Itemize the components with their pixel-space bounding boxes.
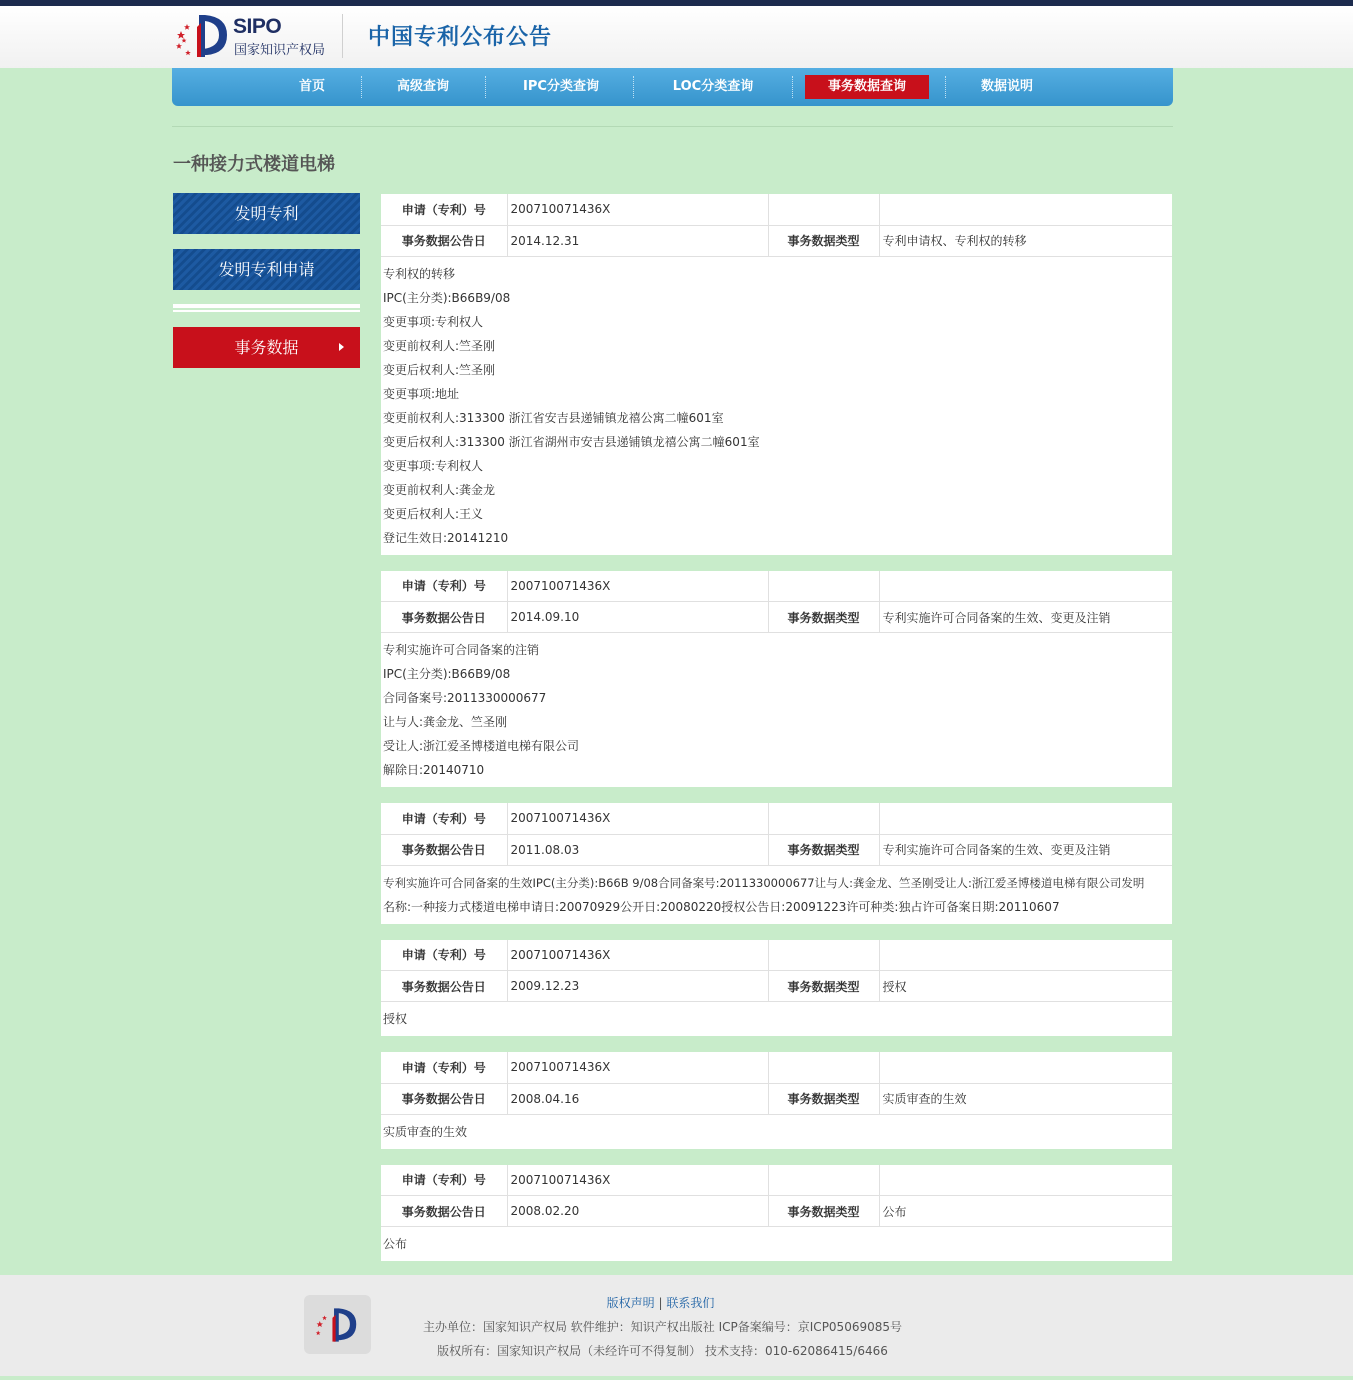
detail-line: 变更事项:专利权人 [383, 314, 484, 329]
type-value: 专利实施许可合同备案的生效、变更及注销 [879, 834, 1172, 865]
nav-transaction-search[interactable]: 事务数据查询 [805, 75, 929, 99]
type-label: 事务数据类型 [768, 602, 879, 633]
type-value: 公布 [879, 1196, 1172, 1227]
type-value: 专利实施许可合同备案的生效、变更及注销 [879, 602, 1172, 633]
logo-text: SIPO [233, 15, 282, 38]
pub-date-value: 2008.04.16 [507, 1083, 768, 1114]
app-no-label: 申请（专利）号 [381, 1052, 507, 1083]
nav-separator [945, 76, 946, 98]
app-no-value: 200710071436X [507, 1052, 768, 1083]
transaction-record [381, 1165, 1172, 1262]
record-detail [381, 633, 1172, 787]
app-no-value: 200710071436X [507, 940, 768, 971]
pub-date-label: 事务数据公告日 [381, 1196, 507, 1227]
record-detail [381, 1002, 1172, 1036]
nav-divider [172, 126, 1173, 129]
footer [0, 1275, 1353, 1376]
nav-data-description[interactable]: 数据说明 [980, 79, 1033, 94]
transaction-record [381, 940, 1172, 1037]
detail-line: 受让人:浙江爱圣博楼道电梯有限公司 [383, 739, 580, 753]
app-no-label: 申请（专利）号 [381, 940, 507, 971]
nav-separator [792, 76, 793, 98]
detail-line: 公布 [383, 1237, 408, 1251]
contact-link[interactable]: 联系我们 [666, 1296, 715, 1310]
nav-separator [633, 76, 634, 98]
logo-org-name: 国家知识产权局 [234, 43, 326, 58]
detail-line: 变更事项:专利权人 [383, 458, 484, 473]
record-detail [381, 257, 1172, 555]
detail-line: IPC(主分类):B66B9/08 [383, 667, 511, 681]
footer-link-separator: | [658, 1296, 663, 1310]
detail-line: 变更后权利人:竺圣刚 [383, 362, 496, 377]
sipo-emblem-icon [175, 13, 233, 59]
detail-line: 登记生效日:20141210 [383, 530, 509, 545]
type-value: 授权 [879, 971, 1172, 1002]
type-label: 事务数据类型 [768, 225, 879, 256]
detail-line: 合同备案号:2011330000677 [383, 691, 547, 705]
nav-separator [485, 76, 486, 98]
detail-line: 解除日:20140710 [383, 763, 485, 777]
arrow-right-icon [339, 343, 344, 351]
transaction-record [381, 1052, 1172, 1149]
transaction-record-list [381, 194, 1172, 1277]
nav-home[interactable]: 首页 [298, 79, 325, 94]
footer-sponsor-info: 主办单位：国家知识产权局 软件维护：知识产权出版社 ICP备案编号：京ICP05069085号 [422, 1320, 903, 1334]
detail-line: 授权 [383, 1012, 408, 1026]
detail-line: 变更事项:地址 [383, 386, 460, 401]
app-no-value: 200710071436X [507, 194, 768, 225]
detail-line: 让与人:龚金龙、竺圣刚 [383, 715, 508, 729]
footer-links [0, 1294, 1321, 1311]
detail-line: 变更前权利人:竺圣刚 [383, 338, 496, 353]
detail-line: 专利实施许可合同备案的生效IPC(主分类):B66B 9/08合同备案号:2011330000677让与人:龚金龙、竺圣刚受让人:浙江爱圣博楼道电梯有限公司发明 [383, 875, 1145, 890]
app-no-value: 200710071436X [507, 1165, 768, 1196]
pub-date-label: 事务数据公告日 [381, 225, 507, 256]
site-title: 中国专利公布公告 [368, 25, 553, 50]
copyright-link[interactable]: 版权声明 [606, 1296, 655, 1310]
detail-line: 变更后权利人:王义 [383, 506, 484, 521]
header-divider [342, 14, 343, 58]
type-label: 事务数据类型 [768, 834, 879, 865]
record-detail [381, 1227, 1172, 1261]
sidebar-item-transaction-data[interactable] [173, 327, 360, 368]
type-label: 事务数据类型 [768, 1083, 879, 1114]
detail-line: 名称:一种接力式楼道电梯申请日:20070929公开日:20080220授权公告日:20091223许可种类:独占许可备案日期:20110607 [383, 899, 1060, 914]
detail-line: IPC(主分类):B66B9/08 [383, 290, 511, 305]
record-detail [381, 1115, 1172, 1149]
pub-date-value: 2008.02.20 [507, 1196, 768, 1227]
nav-advanced-search[interactable]: 高级查询 [396, 79, 449, 94]
pub-date-label: 事务数据公告日 [381, 1083, 507, 1114]
pub-date-label: 事务数据公告日 [381, 602, 507, 633]
nav-loc-search[interactable]: LOC分类查询 [672, 79, 754, 94]
pub-date-value: 2014.09.10 [507, 602, 768, 633]
detail-line: 变更前权利人:龚金龙 [383, 482, 496, 497]
transaction-record [381, 194, 1172, 555]
type-value: 实质审查的生效 [879, 1083, 1172, 1114]
sipo-logo[interactable] [175, 13, 345, 61]
transaction-record [381, 571, 1172, 788]
sidebar-divider [173, 310, 360, 312]
record-detail [381, 866, 1172, 924]
nav-ipc-search[interactable]: IPC分类查询 [523, 79, 599, 94]
app-no-value: 200710071436X [507, 571, 768, 602]
footer-bottom-strip [0, 1376, 1353, 1380]
detail-line: 实质审查的生效 [383, 1124, 468, 1139]
sidebar-item-label: 事务数据 [234, 338, 299, 357]
app-no-label: 申请（专利）号 [381, 1165, 507, 1196]
detail-line: 专利实施许可合同备案的注销 [383, 643, 540, 657]
header [0, 6, 1353, 68]
detail-line: 变更后权利人:313300 浙江省湖州市安吉县递铺镇龙禧公寓二幢601室 [383, 434, 760, 449]
app-no-label: 申请（专利）号 [381, 194, 507, 225]
type-label: 事务数据类型 [768, 1196, 879, 1227]
nav-separator [361, 76, 362, 98]
pub-date-label: 事务数据公告日 [381, 834, 507, 865]
app-no-label: 申请（专利）号 [381, 571, 507, 602]
page-title: 一种接力式楼道电梯 [173, 154, 335, 175]
pub-date-label: 事务数据公告日 [381, 971, 507, 1002]
sidebar-divider [173, 304, 360, 308]
type-label: 事务数据类型 [768, 971, 879, 1002]
detail-line: 变更前权利人:313300 浙江省安吉县递铺镇龙禧公寓二幢601室 [383, 410, 724, 425]
footer-copyright-info: 版权所有：国家知识产权局（未经许可不得复制） 技术支持：010-62086415/6466 [437, 1344, 888, 1358]
pub-date-value: 2014.12.31 [507, 225, 768, 256]
pub-date-value: 2009.12.23 [507, 971, 768, 1002]
sidebar-item-invention-patent[interactable]: 发明专利 [173, 193, 360, 234]
detail-line: 专利权的转移 [383, 266, 456, 281]
app-no-label: 申请（专利）号 [381, 803, 507, 834]
transaction-record [381, 803, 1172, 924]
type-value: 专利申请权、专利权的转移 [879, 225, 1172, 256]
sidebar-item-invention-application[interactable]: 发明专利申请 [173, 249, 360, 290]
pub-date-value: 2011.08.03 [507, 834, 768, 865]
app-no-value: 200710071436X [507, 803, 768, 834]
main-nav [172, 68, 1173, 106]
